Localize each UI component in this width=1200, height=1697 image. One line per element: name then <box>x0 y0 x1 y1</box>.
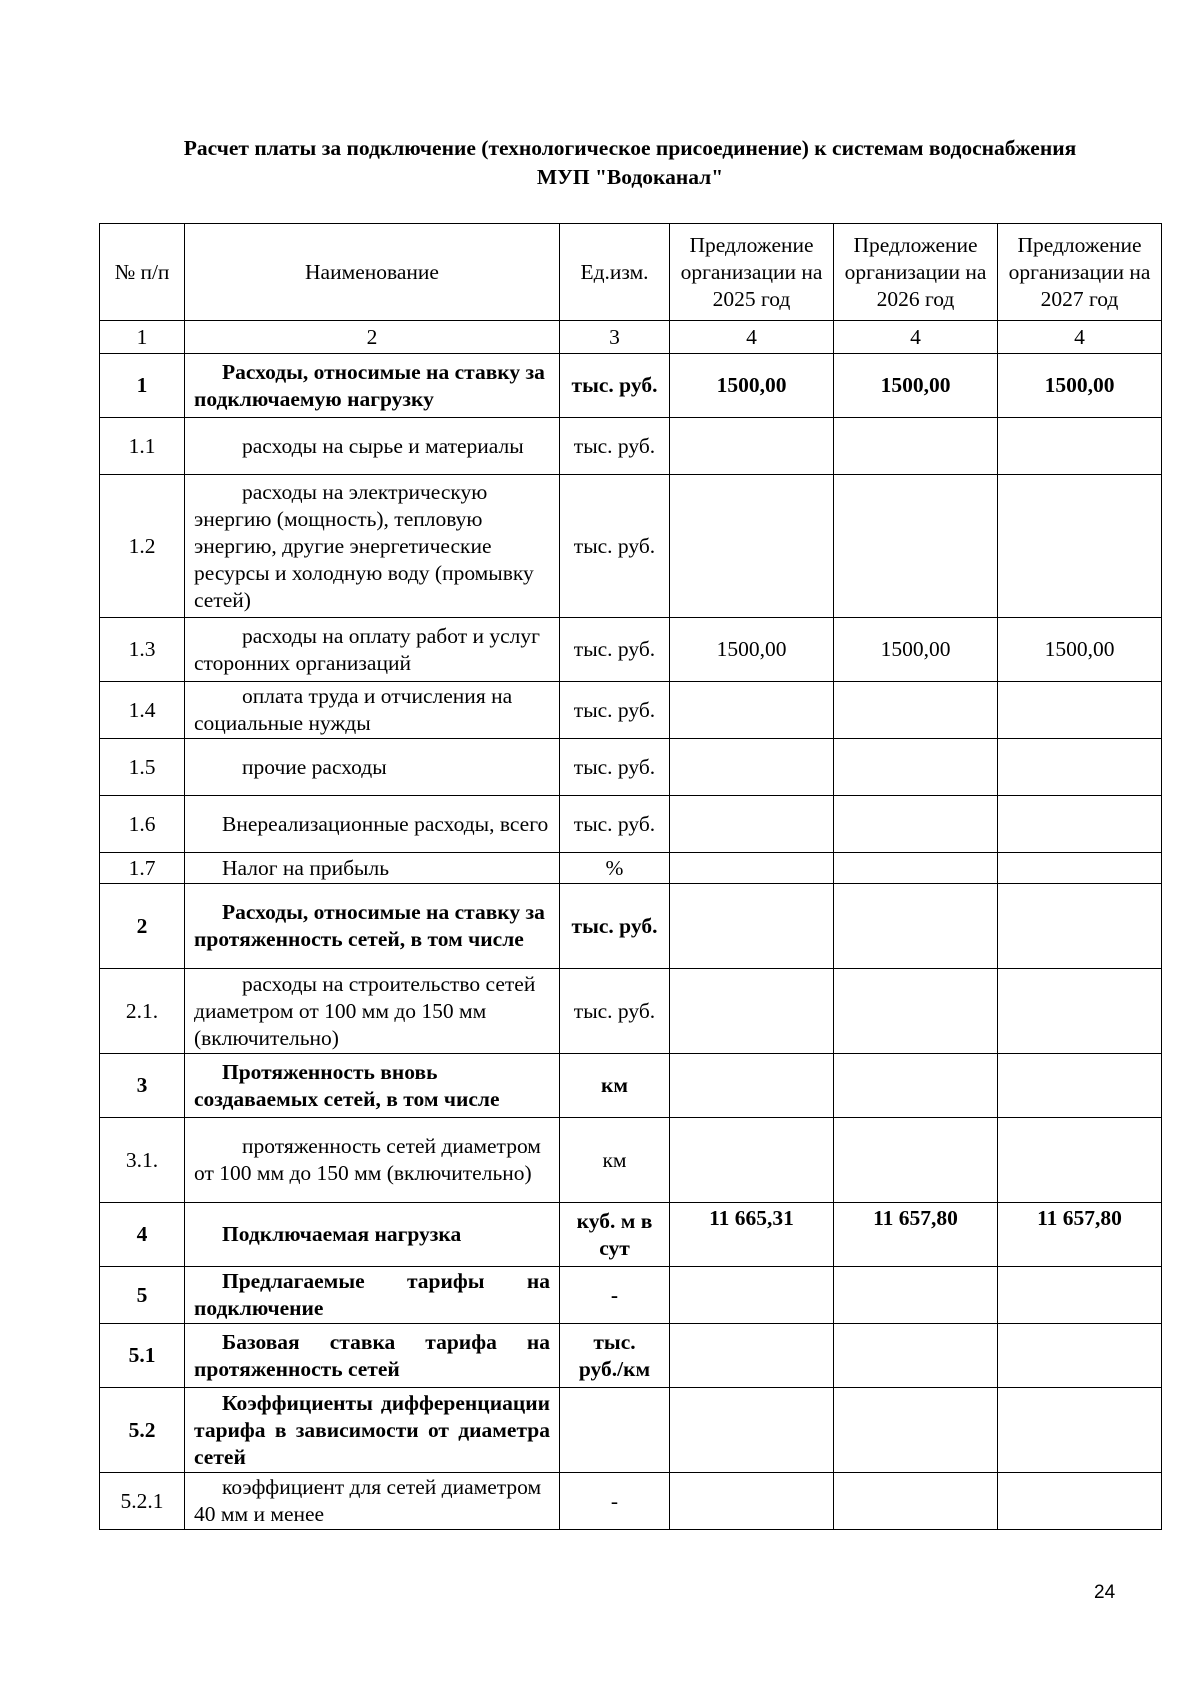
row-value-2027 <box>998 1118 1162 1203</box>
row-value-2026 <box>834 1054 998 1118</box>
row-value-2026 <box>834 796 998 853</box>
row-name <box>185 418 560 475</box>
row-value-2025 <box>670 884 834 969</box>
row-name-text: расходы на сырье и материалы <box>242 433 524 458</box>
row-name <box>185 354 560 418</box>
row-number: 1.7 <box>100 853 185 884</box>
row-value-2026 <box>834 1267 998 1324</box>
row-value-2025 <box>670 1388 834 1473</box>
row-name <box>185 739 560 796</box>
row-value-2027 <box>998 1388 1162 1473</box>
row-value-2027: 11 657,80 <box>998 1203 1162 1267</box>
row-name-text: Подключаемая нагрузка <box>222 1222 462 1246</box>
row-name-text: протяженность сетей диаметром от 100 мм до 150 мм (включительно) <box>194 1134 541 1185</box>
row-value-2027 <box>998 1324 1162 1388</box>
row-value-2027: 1500,00 <box>998 618 1162 682</box>
row-number: 5 <box>100 1267 185 1324</box>
row-unit: тыс. руб. <box>560 475 670 618</box>
header-2027: Предложение организации на 2027 год <box>998 224 1162 321</box>
row-value-2026 <box>834 1324 998 1388</box>
table-row <box>100 739 1162 796</box>
row-unit <box>560 1388 670 1473</box>
row-unit: тыс. руб. <box>560 418 670 475</box>
row-name-text: Расходы, относимые на ставку за протяженность сетей, в том числе <box>194 900 545 951</box>
col-number-1: 1 <box>100 321 185 354</box>
row-number: 1.2 <box>100 475 185 618</box>
row-name <box>185 1054 560 1118</box>
row-unit: куб. м в сут <box>560 1203 670 1267</box>
row-unit: - <box>560 1473 670 1530</box>
row-name <box>185 1473 560 1530</box>
row-number: 2.1. <box>100 969 185 1054</box>
header-name: Наименование <box>185 224 560 321</box>
row-unit: тыс. руб. <box>560 969 670 1054</box>
col-number-2: 2 <box>185 321 560 354</box>
table-row <box>100 1388 1162 1473</box>
row-value-2027 <box>998 739 1162 796</box>
row-number: 3.1. <box>100 1118 185 1203</box>
row-number: 1.4 <box>100 682 185 739</box>
row-unit: тыс. руб. <box>560 682 670 739</box>
title-line-2: МУП "Водоканал" <box>536 165 724 189</box>
col-number-6: 4 <box>998 321 1162 354</box>
row-value-2026: 1500,00 <box>834 354 998 418</box>
row-value-2026 <box>834 884 998 969</box>
row-number: 5.1 <box>100 1324 185 1388</box>
row-value-2026 <box>834 969 998 1054</box>
row-number: 1.1 <box>100 418 185 475</box>
table-row <box>100 1473 1162 1530</box>
table-row <box>100 884 1162 969</box>
row-name-text: Коэффициенты дифференциации тарифа в зависимости от диаметра сетей <box>194 1390 550 1469</box>
row-name <box>185 853 560 884</box>
table-row <box>100 969 1162 1054</box>
row-value-2027 <box>998 1267 1162 1324</box>
row-value-2026: 1500,00 <box>834 618 998 682</box>
row-value-2025 <box>670 1054 834 1118</box>
row-value-2027: 1500,00 <box>998 354 1162 418</box>
header-2025: Предложение организации на 2025 год <box>670 224 834 321</box>
row-value-2027 <box>998 475 1162 618</box>
row-name-text: оплата труда и отчисления на социальные нужды <box>194 684 513 735</box>
row-unit: тыс. руб. <box>560 354 670 418</box>
row-name-text: расходы на оплату работ и услуг сторонних организаций <box>194 623 540 675</box>
row-value-2026 <box>834 682 998 739</box>
column-number-row <box>100 321 1162 354</box>
table-row <box>100 682 1162 739</box>
row-value-2026 <box>834 1118 998 1203</box>
row-unit: тыс. руб. <box>560 739 670 796</box>
row-name-text: расходы на строительство сетей диаметром от 100 мм до 150 мм (включительно) <box>194 971 536 1050</box>
row-name-text: Протяженность вновь создаваемых сетей, в том числе <box>194 1059 500 1111</box>
table-row <box>100 1203 1162 1267</box>
row-number: 5.2.1 <box>100 1473 185 1530</box>
row-number: 1.3 <box>100 618 185 682</box>
row-value-2025 <box>670 1267 834 1324</box>
title-line-1: Расчет платы за подключение (технологическое присоединение) к системам водоснабжения <box>183 136 1077 160</box>
row-value-2027 <box>998 884 1162 969</box>
header-unit: Ед.изм. <box>560 224 670 321</box>
row-name <box>185 682 560 739</box>
row-name <box>185 884 560 969</box>
row-value-2025 <box>670 739 834 796</box>
table-row <box>100 475 1162 618</box>
row-number: 2 <box>100 884 185 969</box>
row-unit: тыс. руб. <box>560 796 670 853</box>
row-unit: тыс. руб. <box>560 884 670 969</box>
row-value-2025 <box>670 1324 834 1388</box>
row-name <box>185 1324 560 1388</box>
col-number-3: 3 <box>560 321 670 354</box>
table-row <box>100 1267 1162 1324</box>
row-unit: тыс. руб. <box>560 618 670 682</box>
row-name <box>185 1267 560 1324</box>
row-value-2026 <box>834 1473 998 1530</box>
row-value-2025 <box>670 796 834 853</box>
row-value-2025 <box>670 969 834 1054</box>
header-row <box>100 224 1162 321</box>
tariff-table <box>99 223 1162 1530</box>
header-num: № п/п <box>100 224 185 321</box>
row-name-text: Налог на прибыль <box>222 855 390 880</box>
col-number-4: 4 <box>670 321 834 354</box>
row-name-text: Внереализационные расходы, всего <box>222 811 549 836</box>
row-value-2025 <box>670 682 834 739</box>
row-value-2026: 11 657,80 <box>834 1203 998 1267</box>
row-name <box>185 796 560 853</box>
row-value-2025 <box>670 1473 834 1530</box>
row-value-2025: 1500,00 <box>670 618 834 682</box>
row-value-2027 <box>998 853 1162 884</box>
row-name <box>185 1388 560 1473</box>
table-row <box>100 618 1162 682</box>
row-value-2027 <box>998 969 1162 1054</box>
row-value-2025 <box>670 1118 834 1203</box>
row-value-2026 <box>834 475 998 618</box>
table-row <box>100 418 1162 475</box>
row-number: 4 <box>100 1203 185 1267</box>
row-number: 1.6 <box>100 796 185 853</box>
row-value-2027 <box>998 682 1162 739</box>
row-value-2027 <box>998 1054 1162 1118</box>
row-value-2025 <box>670 475 834 618</box>
row-value-2025 <box>670 853 834 884</box>
row-unit: км <box>560 1054 670 1118</box>
row-value-2025 <box>670 418 834 475</box>
row-unit: тыс. руб./км <box>560 1324 670 1388</box>
row-number: 3 <box>100 1054 185 1118</box>
table-row <box>100 1118 1162 1203</box>
page-number: 24 <box>1094 1582 1116 1603</box>
table-row <box>100 796 1162 853</box>
row-value-2027 <box>998 1473 1162 1530</box>
table-row <box>100 1324 1162 1388</box>
row-value-2027 <box>998 418 1162 475</box>
row-name <box>185 1118 560 1203</box>
row-value-2026 <box>834 739 998 796</box>
row-name <box>185 1203 560 1267</box>
row-number: 5.2 <box>100 1388 185 1473</box>
table-row <box>100 354 1162 418</box>
row-name-text: расходы на электрическую энергию (мощность), тепловую энергию, другие энергетические ресурсы и холодную воду (промывку сетей) <box>194 479 534 612</box>
row-unit: - <box>560 1267 670 1324</box>
row-value-2026 <box>834 1388 998 1473</box>
row-value-2025: 1500,00 <box>670 354 834 418</box>
row-name-text: прочие расходы <box>242 754 387 779</box>
col-number-5: 4 <box>834 321 998 354</box>
row-name-text: Базовая ставка тарифа на протяженность сетей <box>194 1329 550 1381</box>
row-number: 1 <box>100 354 185 418</box>
row-value-2026 <box>834 418 998 475</box>
row-name <box>185 969 560 1054</box>
row-name-text: Расходы, относимые на ставку за подключаемую нагрузку <box>194 359 545 411</box>
document-title <box>60 134 1200 192</box>
row-name-text: Предлагаемые тарифы на подключение <box>194 1269 550 1320</box>
row-name <box>185 618 560 682</box>
table-row <box>100 853 1162 884</box>
header-2026: Предложение организации на 2026 год <box>834 224 998 321</box>
row-value-2027 <box>998 796 1162 853</box>
row-number: 1.5 <box>100 739 185 796</box>
row-value-2026 <box>834 853 998 884</box>
row-name-text: коэффициент для сетей диаметром 40 мм и менее <box>194 1475 542 1526</box>
row-unit: % <box>560 853 670 884</box>
table-row <box>100 1054 1162 1118</box>
row-unit: км <box>560 1118 670 1203</box>
row-value-2025: 11 665,31 <box>670 1203 834 1267</box>
row-name <box>185 475 560 618</box>
